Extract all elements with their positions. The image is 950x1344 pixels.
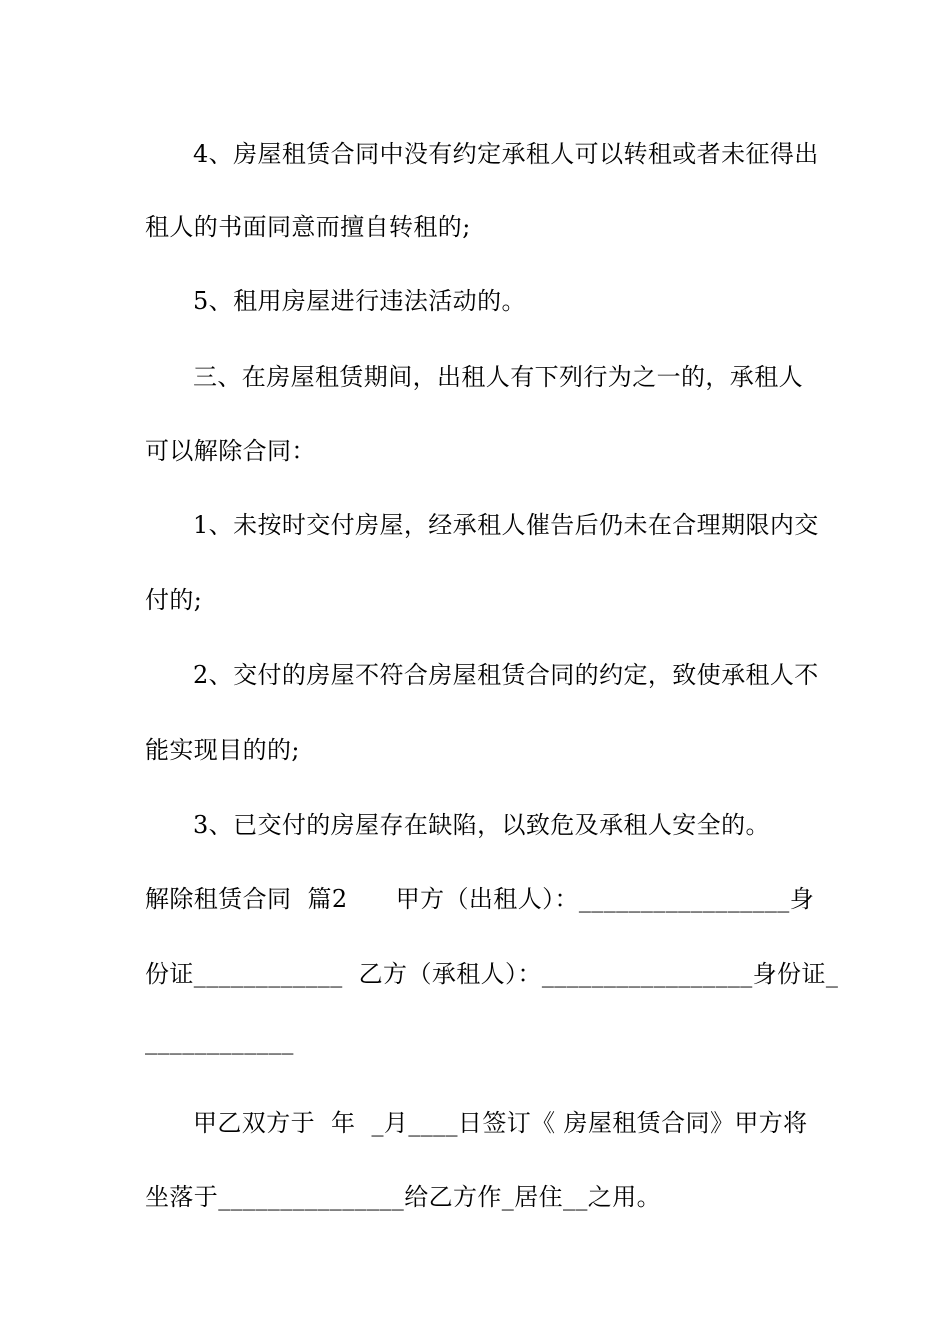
clause-4-line-1: 4、房屋租赁合同中没有约定承租人可以转租或者未征得出 bbox=[193, 140, 819, 168]
party-b-line: 份证____________ 乙方（承租人）：_________________身份证_ bbox=[145, 960, 839, 988]
item-1-line-2: 付的; bbox=[145, 586, 203, 614]
signing-date-line-2: 坐落于_______________给乙方作_居住__之用。 bbox=[145, 1183, 661, 1211]
item-3: 3、已交付的房屋存在缺陷，以致危及承租人安全的。 bbox=[193, 811, 770, 839]
clause-4-line-2: 租人的书面同意而擅自转租的; bbox=[145, 213, 471, 241]
clause-5: 5、租用房屋进行违法活动的。 bbox=[193, 287, 526, 315]
blank-underline: ____________ bbox=[145, 1027, 294, 1055]
item-2-line-1: 2、交付的房屋不符合房屋租赁合同的约定，致使承租人不 bbox=[193, 661, 819, 689]
section-3-heading-line-1: 三、在房屋租赁期间，出租人有下列行为之一的，承租人 bbox=[193, 363, 803, 391]
item-2-line-2: 能实现目的的; bbox=[145, 736, 300, 764]
section-3-heading-line-2: 可以解除合同： bbox=[145, 437, 316, 465]
item-1-line-1: 1、未按时交付房屋，经承租人催告后仍未在合理期限内交 bbox=[193, 511, 819, 539]
contract-2-party-a-line: 解除租赁合同 篇2 甲方（出租人）：_________________身 bbox=[145, 885, 815, 913]
signing-date-line-1: 甲乙双方于 年 _月____日签订《 房屋租赁合同》甲方将 bbox=[193, 1109, 808, 1137]
